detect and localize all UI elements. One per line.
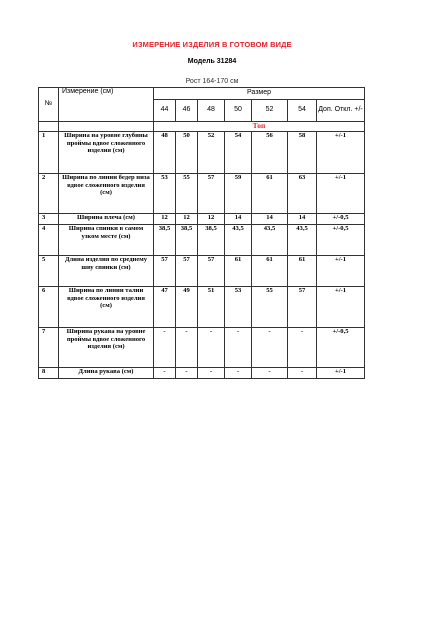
cell-value: 56: [252, 132, 288, 174]
cell-value: 47: [154, 287, 176, 328]
cell-value: 53: [225, 287, 252, 328]
section-row: [39, 122, 365, 132]
cell-value: 38,5: [176, 225, 198, 256]
cell-value: -: [198, 328, 225, 368]
cell-tolerance: +/-1: [317, 174, 365, 214]
cell-value: 57: [198, 256, 225, 287]
cell-value: 43,5: [225, 225, 252, 256]
table-row: [39, 174, 365, 214]
document-title: ИЗМЕРЕНИЕ ИЗДЕЛИЯ В ГОТОВОМ ВИДЕ: [132, 40, 292, 49]
row-number: 7: [39, 328, 59, 368]
cell-tolerance: +/-0,5: [317, 328, 365, 368]
cell-tolerance: +/-1: [317, 256, 365, 287]
header-measure: Измерение (см): [59, 88, 154, 122]
cell-value: 57: [154, 256, 176, 287]
header-tolerance: Доп. Откл. +/-: [317, 100, 365, 122]
row-measure-name: Ширина спинки в самом узком месте (см): [59, 225, 154, 256]
cell-value: 55: [176, 174, 198, 214]
measurement-table: [38, 87, 365, 379]
cell-value: 14: [252, 214, 288, 225]
header-number: №: [39, 88, 59, 122]
cell-value: 59: [225, 174, 252, 214]
header-size: Размер: [154, 88, 365, 100]
row-measure-name: Ширина рукава на уровне проймы вдвое сложенного изделия (см): [59, 328, 154, 368]
cell-value: 63: [288, 174, 317, 214]
cell-value: 14: [225, 214, 252, 225]
row-measure-name: Длина рукава (см): [59, 368, 154, 379]
cell-value: 12: [198, 214, 225, 225]
cell-value: -: [176, 368, 198, 379]
cell-value: 12: [154, 214, 176, 225]
cell-tolerance: +/-0,5: [317, 214, 365, 225]
section-top-label: Топ: [154, 122, 365, 132]
cell-value: -: [154, 328, 176, 368]
cell-value: 61: [252, 174, 288, 214]
cell-value: 53: [154, 174, 176, 214]
size-48: 48: [198, 100, 225, 122]
cell-tolerance: +/-1: [317, 132, 365, 174]
row-number: 6: [39, 287, 59, 328]
row-number: 5: [39, 256, 59, 287]
header-row: [39, 88, 365, 100]
model-number: Модель 31284: [187, 58, 237, 65]
cell-value: -: [198, 368, 225, 379]
cell-value: 61: [225, 256, 252, 287]
cell-value: -: [176, 328, 198, 368]
cell-value: 61: [288, 256, 317, 287]
cell-value: -: [288, 368, 317, 379]
row-number: 4: [39, 225, 59, 256]
row-measure-name: Ширина по линии бедер низа вдвое сложенного изделия (см): [59, 174, 154, 214]
cell-value: 52: [198, 132, 225, 174]
height-range: Рост 164-170 см: [185, 78, 239, 85]
table-row: [39, 328, 365, 368]
size-46: 46: [176, 100, 198, 122]
cell-value: 57: [198, 174, 225, 214]
size-44: 44: [154, 100, 176, 122]
cell-value: 61: [252, 256, 288, 287]
table-row: [39, 132, 365, 174]
cell-value: 43,5: [288, 225, 317, 256]
cell-value: 38,5: [154, 225, 176, 256]
size-52: 52: [252, 100, 288, 122]
cell-value: -: [225, 328, 252, 368]
size-50: 50: [225, 100, 252, 122]
cell-value: 57: [176, 256, 198, 287]
cell-value: -: [225, 368, 252, 379]
row-measure-name: Длина изделия по среднему шву спинки (см): [59, 256, 154, 287]
cell-value: 14: [288, 214, 317, 225]
row-measure-name: Ширина плеча (см): [59, 214, 154, 225]
cell-value: -: [252, 368, 288, 379]
table-row: [39, 256, 365, 287]
table-row: [39, 214, 365, 225]
cell-value: 38,5: [198, 225, 225, 256]
cell-value: 51: [198, 287, 225, 328]
cell-value: 49: [176, 287, 198, 328]
table-row: [39, 368, 365, 379]
size-54: 54: [288, 100, 317, 122]
cell-value: -: [288, 328, 317, 368]
table-row: [39, 287, 365, 328]
row-measure-name: Ширина на уровне глубины проймы вдвое сложенного изделия (см): [59, 132, 154, 174]
row-measure-name: Ширина по линии талии вдвое сложенного изделия (см): [59, 287, 154, 328]
cell-value: 50: [176, 132, 198, 174]
cell-tolerance: +/-0,5: [317, 225, 365, 256]
cell-value: -: [154, 368, 176, 379]
table-row: [39, 225, 365, 256]
row-number: 8: [39, 368, 59, 379]
cell-value: 43,5: [252, 225, 288, 256]
cell-value: -: [252, 328, 288, 368]
cell-tolerance: +/-1: [317, 287, 365, 328]
row-number: 3: [39, 214, 59, 225]
cell-tolerance: +/-1: [317, 368, 365, 379]
row-number: 2: [39, 174, 59, 214]
cell-value: 55: [252, 287, 288, 328]
cell-value: 58: [288, 132, 317, 174]
cell-value: 12: [176, 214, 198, 225]
cell-value: 48: [154, 132, 176, 174]
row-number: 1: [39, 132, 59, 174]
cell-value: 54: [225, 132, 252, 174]
cell-value: 57: [288, 287, 317, 328]
